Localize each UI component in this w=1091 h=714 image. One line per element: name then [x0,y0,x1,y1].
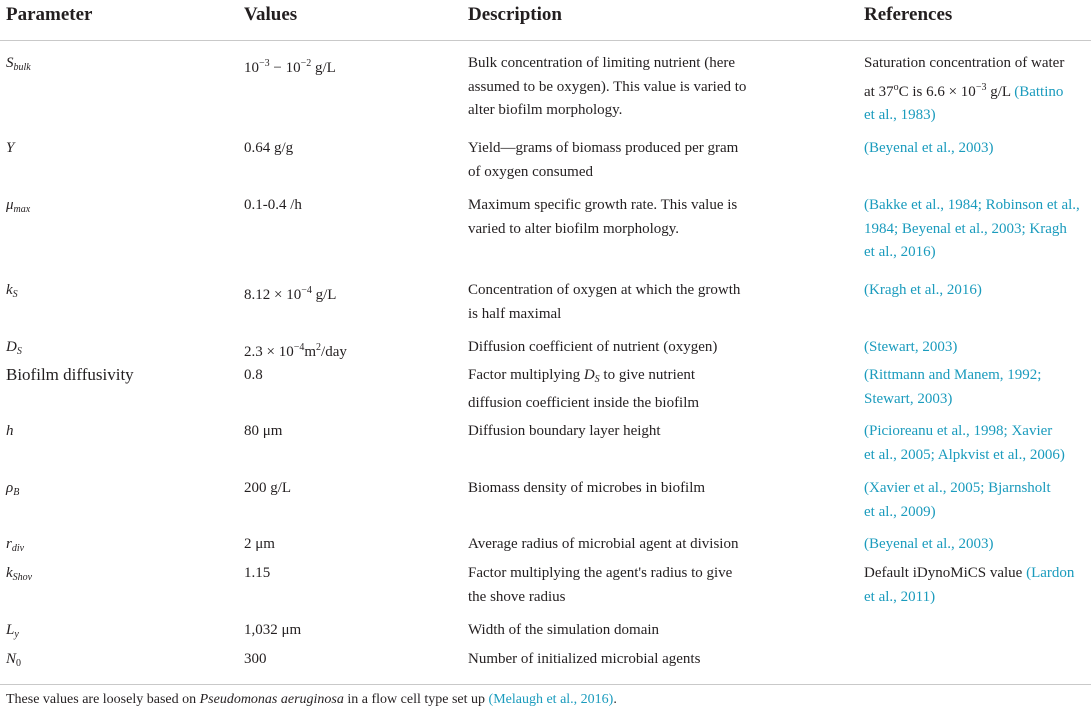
ref-link-lardon-cont[interactable]: et al., 2011) [864,588,936,605]
ref-k-shov: Default iDynoMiCS value (Lardon et al., 2011) [864,562,1089,609]
desc-biofilm-diffusivity: Factor multiplying $D_S$ to give nutrient diffusion coefficient inside the biofilm [468,367,700,411]
desc-k-shov: Factor multiplying the agent's radius to give the shove radius [468,565,733,605]
value-h: 80 μm [244,423,283,439]
param-k-s: $k_S$ [6,282,18,300]
param-l-y: $L_y$ [6,622,19,640]
desc-y: Yield—grams of biomass produced per gram of oxygen consumed [468,140,739,180]
ref-k-s[interactable]: (Kragh et al., 2016) [864,282,982,298]
ref-link-lardon[interactable]: (Lardon [1026,565,1075,581]
param-rho-b: $\rho_B$ [6,480,20,498]
desc-n-0: Number of initialized microbial agents [468,651,701,667]
ref-mu-max[interactable]: (Bakke et al., 1984; Robinson et al., 1984; Beyenal et al., 2003; Kragh et al., 2016) [864,197,1080,260]
ref-biofilm-diffusivity[interactable]: (Rittmann and Manem, 1992; Stewart, 2003) [864,367,1042,407]
value-s-bulk: $10^{-3} - 10^{-2}$ g/L [244,58,336,76]
desc-r-div: Average radius of microbial agent at division [468,536,739,552]
desc-h: Diffusion boundary layer height [468,423,661,439]
header-values: Values [244,4,298,25]
param-biofilm-diffusivity: Biofilm diffusivity [6,365,134,384]
ref-link-battino[interactable]: (Battino [1014,83,1064,100]
ref-r-div[interactable]: (Beyenal et al., 2003) [864,536,994,552]
value-mu-max: 0.1-0.4 /h [244,197,302,213]
value-y: 0.64 g/g [244,140,294,156]
value-biofilm-diffusivity: 0.8 [244,367,263,383]
table-footnote: These values are loosely based on Pseudomonas aeruginosa in a flow cell type set up (Melaugh et al., 2016). [6,692,617,707]
value-d-s: $2.3 \times 10^{-4}m^2$/day [244,342,347,360]
value-rho-b: 200 g/L [244,480,292,496]
ref-link-melaugh[interactable]: (Melaugh et al., 2016) [488,692,614,707]
ref-d-s[interactable]: (Stewart, 2003) [864,339,958,355]
desc-s-bulk: Bulk concentration of limiting nutrient (here assumed to be oxygen). This value is varied to alter biofilm morphology. [468,55,747,118]
header-references: References [864,4,953,25]
param-y: Y [6,140,15,156]
value-l-y: 1,032 μm [244,622,302,638]
param-mu-max: $\mu_{max}$ [6,197,31,215]
ref-h[interactable]: (Picioreanu et al., 1998; Xavier et al., 2005; Alpkvist et al., 2006) [864,423,1065,463]
param-n-0: $N_0$ [6,651,22,669]
param-d-s: $D_S$ [6,339,22,357]
header-divider [0,40,1091,41]
param-s-bulk: $S_{bulk}$ [6,55,31,73]
param-r-div: $r_{div}$ [6,536,25,554]
desc-d-s: Diffusion coefficient of nutrient (oxygen) [468,339,718,355]
ref-link-battino-cont[interactable]: et al., 1983) [864,107,936,123]
param-h: h [6,423,14,439]
header-parameter: Parameter [6,4,93,25]
desc-rho-b: Biomass density of microbes in biofilm [468,480,706,496]
desc-mu-max: Maximum specific growth rate. This value is varied to alter biofilm morphology. [468,197,738,237]
ref-rho-b[interactable]: (Xavier et al., 2005; Bjarnsholt et al., 2009) [864,480,1051,520]
desc-l-y: Width of the simulation domain [468,622,660,638]
value-n-0: 300 [244,651,267,667]
ref-y[interactable]: (Beyenal et al., 2003) [864,140,994,156]
value-k-s: $8.12 \times 10^{-4}$ g/L [244,285,337,303]
value-r-div: 2 μm [244,536,275,552]
header-description: Description [468,4,562,25]
desc-k-s: Concentration of oxygen at which the growth is half maximal [468,282,741,322]
ref-s-bulk: Saturation concentration of water at 37$^o$C is $6.6 \times 10^{-3}$ g/L (Battino et al., 1983) [864,52,1089,128]
value-k-shov: 1.15 [244,565,271,581]
param-k-shov: $k_{Shov}$ [6,565,33,583]
footer-divider [0,684,1091,685]
